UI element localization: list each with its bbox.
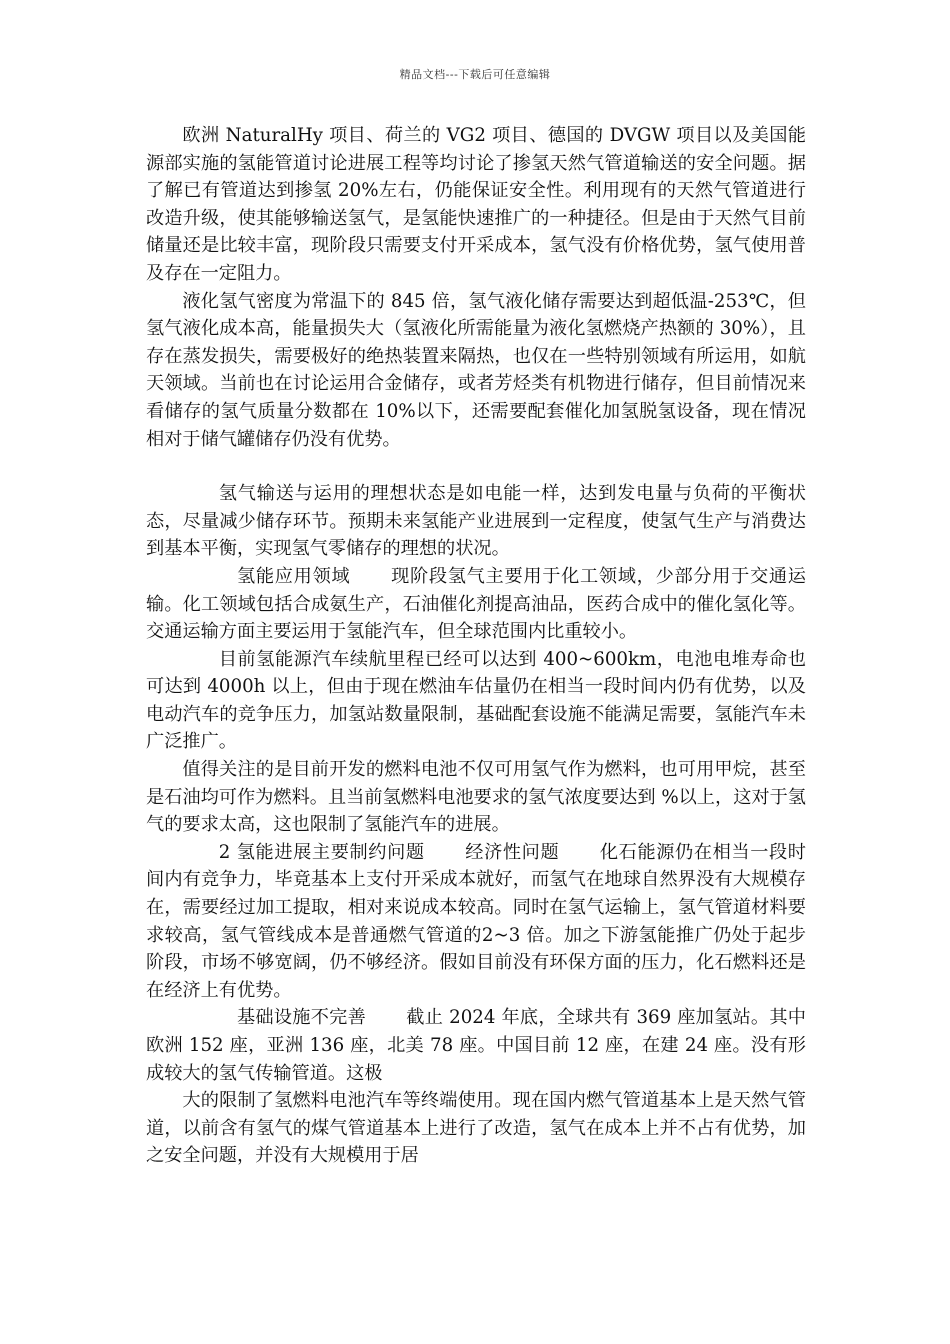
section-heading-application: 氢能应用领域: [237, 565, 351, 587]
subsection-heading-economics: 经济性问题: [464, 841, 560, 863]
paragraph-ideal-state: 氢气输送与运用的理想状态是如电能一样，达到发电量与负荷的平衡状态，尽量减少储存环节。预期未来氢能产业进展到一定程度，使氢气生产与消费达到基本平衡，实现氢气零储存的理想的状况。: [146, 483, 806, 560]
paragraph-infrastructure: [146, 1004, 806, 1087]
paragraph-spacer: [146, 453, 806, 480]
subsection-heading-infrastructure: 基础设施不完善: [237, 1007, 366, 1029]
paragraph-terminal-use: 大的限制了氢燃料电池汽车等终端使用。现在国内燃气管道基本上是天然气管道，以前含有氢气的煤气管道基本上进行了改造，氢气在成本上并不占有优势，加之安全问题，并没有大规模用于居: [146, 1090, 806, 1167]
paragraph-liquid-hydrogen: 液化氢气密度为常温下的 845 倍，氢气液化储存需要达到超低温-253℃，但氢气液化成本高，能量损失大（氢液化所需能量为液化氢燃烧产热额的 30%），且存在蒸发损失，需要极好的绝热装置来隔热，也仅在一些特别领域有所运用，如航天领域。当前也在讨论运用合金储存，或者芳烃类有机物进行储存，但目前情况来看储存的氢气质量分数都在 10%以下，还需要配套催化加氢脱氢设备，现在情况相对于储气罐储存仍没有优势。: [146, 290, 806, 450]
section-body-infrastructure: 截止 2024 年底，全球共有 369 座加氢站。其中欧洲 152 座，亚洲 136 座，北美 78 座。中国目前 12 座，在建 24 座。没有形成较大的氢气传输管道。这极: [146, 1007, 806, 1084]
document-body: [146, 122, 806, 1170]
section-body-application: 现阶段氢气主要用于化工领域，少部分用于交通运输。化工领域包括合成氨生产，石油催化剂提高油品，医药合成中的催化氢化等。交通运输方面主要运用于氢能汽车，但全球范围内比重较小。: [146, 565, 806, 643]
paragraph-fuel-cell-fuels: 值得关注的是目前开发的燃料电池不仅可用氢气作为燃料，也可用甲烷，甚至是石油均可作为燃料。且当前氢燃料电池要求的氢气浓度要达到 %以上，这对于氢气的要求太高，这也限制了氢能汽车的进展。: [146, 759, 806, 836]
paragraph-pipeline-blending: 欧洲 NaturalHy 项目、荷兰的 VG2 项目、德国的 DVGW 项目以及美国能源部实施的氢能管道讨论进展工程等均讨论了掺氢天然气管道输送的安全问题。据了解已有管道达到掺氢 20%左右，仍能保证安全性。利用现有的天然气管道进行改造升级，使其能够输送氢气，是氢能快速推广的一种捷径。但是由于天然气目前储量还是比较丰富，现阶段只需要支付开采成本，氢气没有价格优势，氢气使用普及存在一定阻力。: [146, 125, 806, 284]
paragraph-application-fields: [146, 563, 806, 646]
paragraph-constraints: [146, 839, 806, 1005]
page-header: 精品文档---下载后可任意编辑: [399, 68, 551, 81]
section-heading-constraints: 2 氢能进展主要制约问题: [218, 841, 425, 863]
section-body-economics: 化石能源仍在相当一段时间内有竞争力，毕竟基本上支付开采成本就好，而氢气在地球自然界没有大规模存在，需要经过加工提取，相对来说成本较高。同时在氢气运输上，氢气管道材料要求较高，氢气管线成本是普通燃气管道的2~3 倍。加之下游氢能推广仍处于起步阶段，市场不够宽阔，仍不够经济。假如目前没有环保方面的压力，化石燃料还是在经济上有优势。: [146, 841, 806, 1001]
paragraph-fuel-cell-vehicles: 目前氢能源汽车续航里程已经可以达到 400~600km，电池电堆寿命也可达到 4000h 以上，但由于现在燃油车估量仍在相当一段时间内仍有优势，以及电动汽车的竞争压力，加氢站数量限制，基础配套设施不能满足需要，氢能汽车未广泛推广。: [146, 648, 806, 753]
